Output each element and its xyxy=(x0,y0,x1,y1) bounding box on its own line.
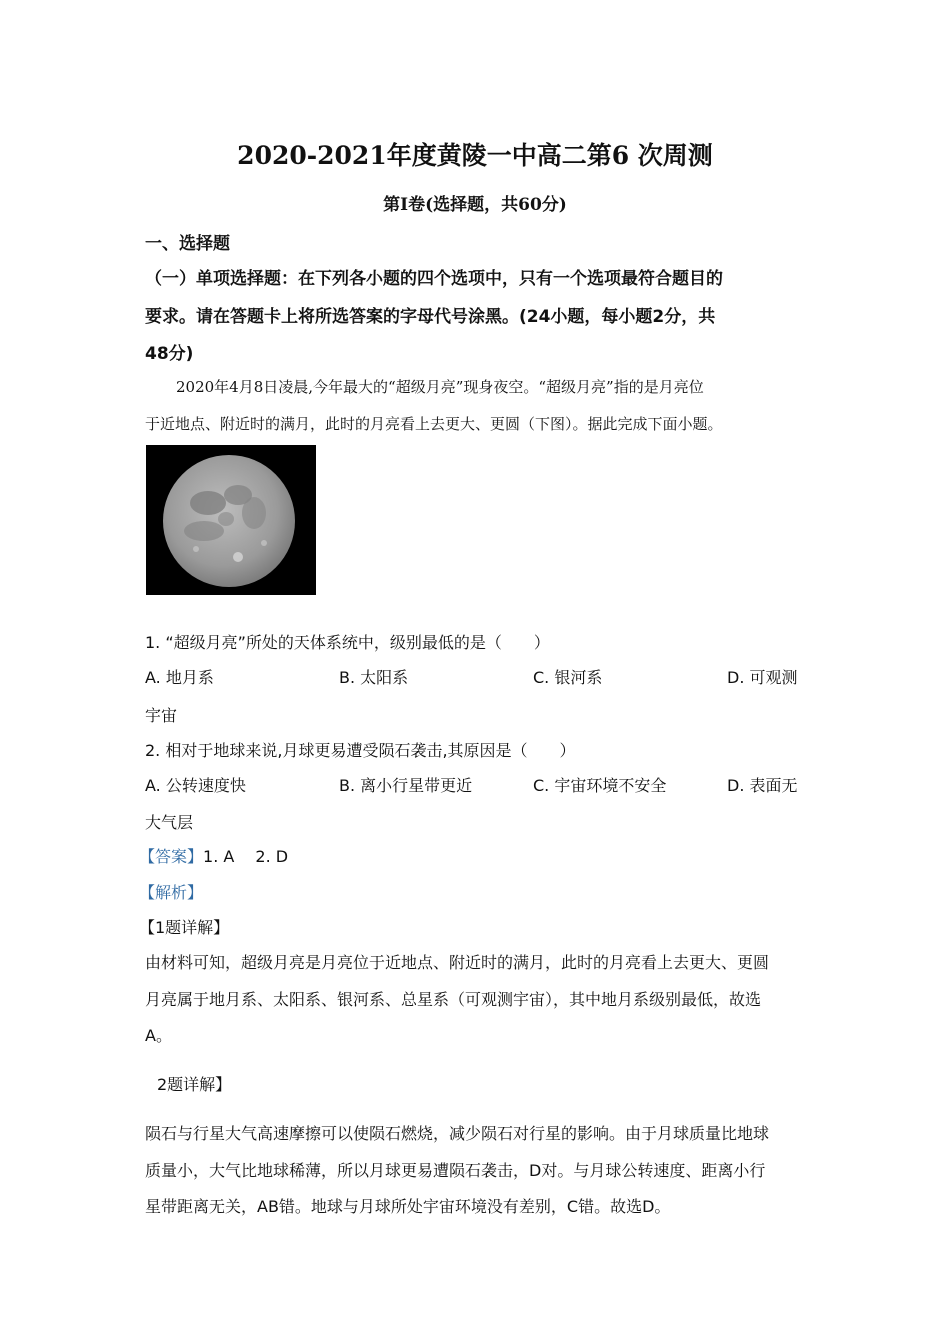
question-1-option-a[interactable]: A. 地月系 xyxy=(145,668,214,687)
question-1-option-d-wrap: 宇宙 xyxy=(145,706,178,725)
super-moon-image xyxy=(146,445,316,595)
question-2-option-d[interactable]: D. 表面无 xyxy=(727,776,798,795)
passage-line-2: 于近地点、附近时的满月，此时的月亮看上去更大、更圆（下图）。据此完成下面小题。 xyxy=(145,415,723,433)
page-title: 2020-2021年度黄陵一中高二第6 次周测 xyxy=(237,141,713,170)
instruction-line-2: 要求。请在答题卡上将所选答案的字母代号涂黑。(24小题，每小题2分，共 xyxy=(145,307,716,327)
question-2-stem: 2. 相对于地球来说,月球更易遭受陨石袭击,其原因是（ ） xyxy=(145,741,576,760)
question-1-option-b[interactable]: B. 太阳系 xyxy=(339,668,409,687)
instruction-line-1: （一）单项选择题：在下列各小题的四个选项中，只有一个选项最符合题目的 xyxy=(145,269,723,289)
detail-2-line-3: 星带距离无关，AB错。地球与月球所处宇宙环境没有差别，C错。故选D。 xyxy=(145,1197,671,1216)
detail-2-line-1: 陨石与行星大气高速摩擦可以使陨石燃烧，减少陨石对行星的影响。由于月球质量比地球 xyxy=(145,1124,770,1143)
answer-line xyxy=(139,844,288,867)
detail-1-line-2: 月亮属于地月系、太阳系、银河系、总星系（可观测宇宙），其中地月系级别最低，故选 xyxy=(145,990,762,1009)
question-1-option-c[interactable]: C. 银河系 xyxy=(533,668,603,687)
paper-subtitle: 第Ⅰ卷(选择题，共60分) xyxy=(383,195,567,215)
question-2-option-a[interactable]: A. 公转速度快 xyxy=(145,776,246,795)
question-2-option-c[interactable]: C. 宇宙环境不安全 xyxy=(533,776,667,795)
detail-1-heading: 【1题详解】 xyxy=(139,918,230,937)
section-heading: 一、选择题 xyxy=(145,234,230,254)
detail-2-heading: 2题详解】 xyxy=(157,1075,232,1094)
detail-1-line-3: A。 xyxy=(145,1026,172,1045)
answer-label: 【答案】 xyxy=(139,847,204,866)
question-1-option-d[interactable]: D. 可观测 xyxy=(727,668,798,687)
passage-line-1: 2020年4月8日凌晨,今年最大的“超级月亮”现身夜空。“超级月亮”指的是月亮位 xyxy=(176,378,704,396)
instruction-line-3: 48分) xyxy=(145,344,194,364)
question-2-option-b[interactable]: B. 离小行星带更近 xyxy=(339,776,473,795)
detail-1-line-1: 由材料可知，超级月亮是月亮位于近地点、附近时的满月，此时的月亮看上去更大、更圆 xyxy=(145,953,770,972)
answer-text: 1. A 2. D xyxy=(203,847,289,866)
detail-2-line-2: 质量小，大气比地球稀薄，所以月球更易遭陨石袭击，D对。与月球公转速度、距离小行 xyxy=(145,1161,766,1180)
question-1-stem: 1. “超级月亮”所处的天体系统中，级别最低的是（ ） xyxy=(145,633,550,652)
question-2-option-d-wrap: 大气层 xyxy=(145,813,194,832)
analysis-label: 【解析】 xyxy=(139,883,204,902)
